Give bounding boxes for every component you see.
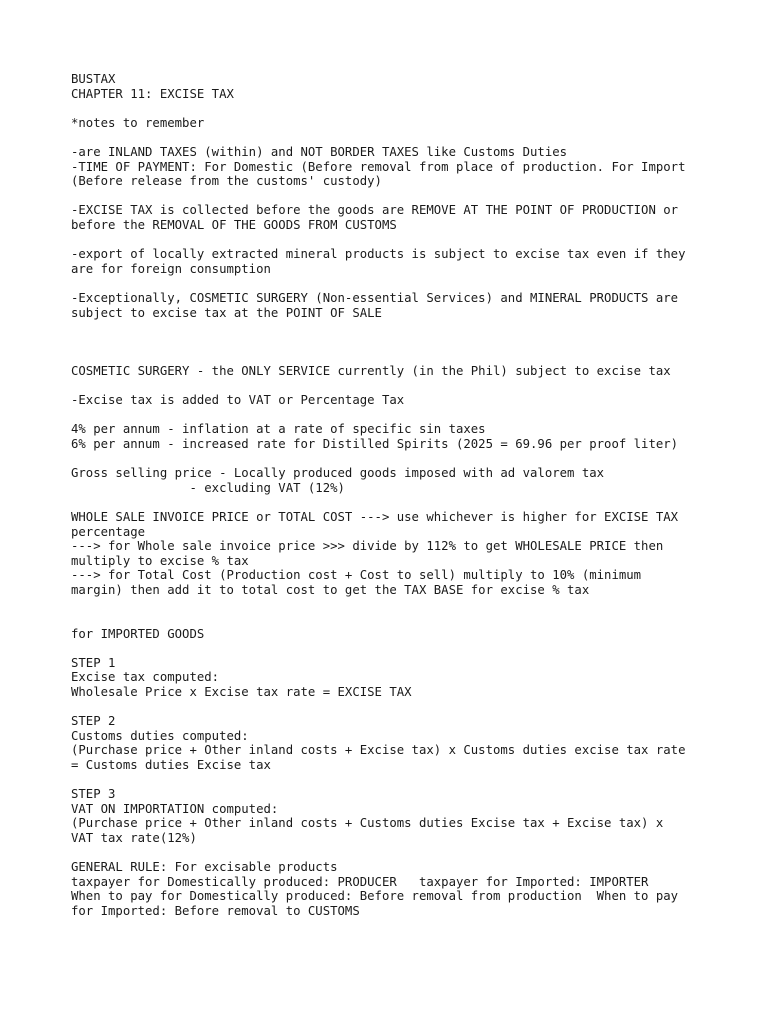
document-page <box>71 72 711 918</box>
rates-block: 4% per annum - inflation at a rate of specific sin taxes 6% per annum - increased rate for Distilled Spirits (2025 = 69.96 per proof liter) <box>71 422 679 452</box>
step-label: STEP 1 <box>71 655 116 670</box>
vat-note: -Excise tax is added to VAT or Percentage Tax <box>71 393 405 408</box>
gross-selling-price-block: Gross selling price - Locally produced goods imposed with ad valorem tax - excluding VAT (12%) <box>71 466 605 495</box>
course-title: BUSTAX <box>71 72 116 86</box>
step-3: STEP 3 VAT ON IMPORTATION computed: (Purchase price + Other inland costs + Customs duties Excise tax + Excise tax) x VAT tax rate(12%) <box>71 787 711 845</box>
imported-goods-heading: for IMPORTED GOODS <box>71 626 205 641</box>
note-point-of-sale: -Exceptionally, COSMETIC SURGERY (Non-essential Services) and MINERAL PRODUCTS are subject to excise tax at the POINT OF SALE <box>71 290 679 320</box>
wholesale-block: WHOLE SALE INVOICE PRICE or TOTAL COST ---> use whichever is higher for EXCISE TAX percentage ---> for Whole sale invoice price >>> divide by 112% to get WHOLESALE PRICE then multiply to excise % tax ---> for Total Cost (Production cost + Cost to sell) multiply to 10% (minimum margin) then add it to total cost to get the TAX BASE for excise % tax <box>71 510 679 597</box>
step-2: STEP 2 Customs duties computed: (Purchase price + Other inland costs + Excise tax) x Customs duties excise tax rate = Customs duties Excise tax <box>71 714 711 772</box>
step-1: STEP 1 Excise tax computed: Wholesale Price x Excise tax rate = EXCISE TAX <box>71 656 711 700</box>
notes-heading: *notes to remember <box>71 115 205 130</box>
step-label: STEP 3 <box>71 787 116 802</box>
cosmetic-surgery-line: COSMETIC SURGERY - the ONLY SERVICE currently (in the Phil) subject to excise tax <box>71 364 671 379</box>
chapter-title: CHAPTER 11: EXCISE TAX <box>71 86 234 101</box>
note-export-minerals: -export of locally extracted mineral products is subject to excise tax even if they are for foreign consumption <box>71 247 686 276</box>
step-label: STEP 2 <box>71 714 116 729</box>
general-rule-block: GENERAL RULE: For excisable products taxpayer for Domestically produced: PRODUCER taxpayer for Imported: IMPORTER When to pay for Domestically produced: Before removal from production When to pay for Imported: Before removal to CUSTOMS <box>71 860 679 918</box>
note-inland-taxes: -are INLAND TAXES (within) and NOT BORDER TAXES like Customs Duties -TIME OF PAYMENT: For Domestic (Before removal from place of production. For Import (Before release from the customs' custody) <box>71 144 686 189</box>
note-collection: -EXCISE TAX is collected before the goods are REMOVE AT THE POINT OF PRODUCTION or before the REMOVAL OF THE GOODS FROM CUSTOMS <box>71 203 679 232</box>
